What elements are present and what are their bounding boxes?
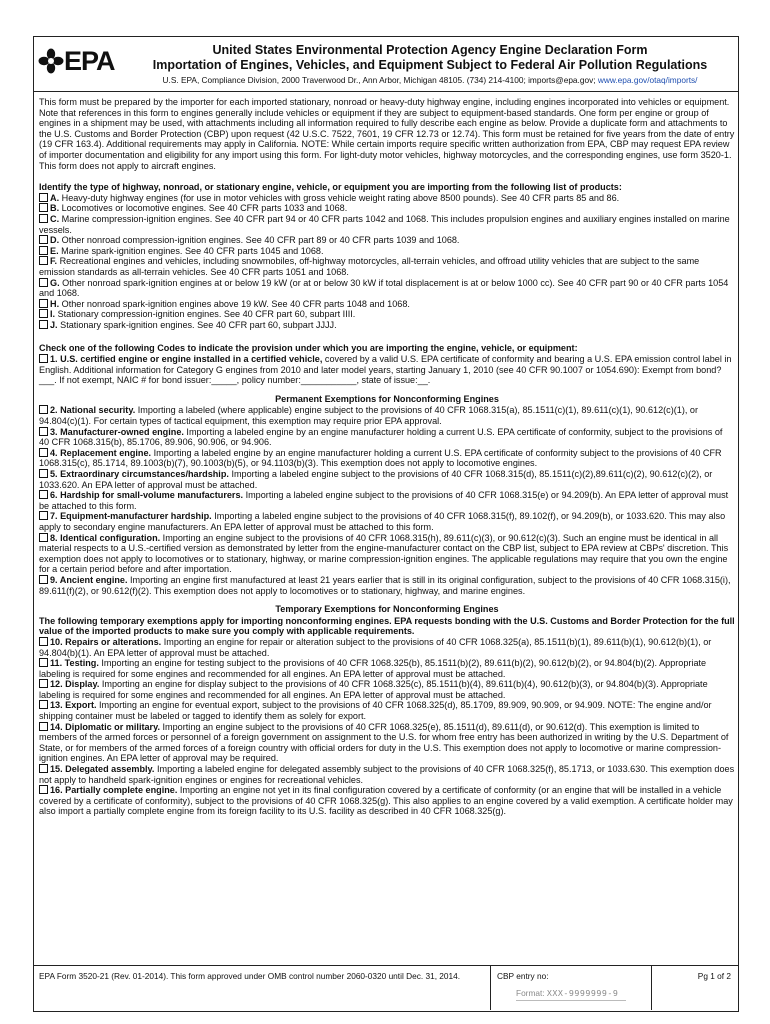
code-1-checkbox[interactable]	[39, 354, 48, 363]
form-body	[39, 97, 735, 817]
temporary-exemption-item	[39, 637, 735, 658]
temporary-exemption-label: 10. Repairs or alterations.	[50, 636, 162, 647]
product-checkbox[interactable]	[39, 193, 48, 202]
permanent-exemption-text: Importing a labeled engine subject to the provisions of 40 CFR 1068.315(e) or 94.209(b). An EPA letter of approval must be attached to this form.	[39, 490, 729, 511]
temporary-exemption-text: Importing an engine for eventual export, subject to the provisions of 40 CFR 1068.325(d), 85.1709, 89.909, 90.909, or 94.909. NOTE: The engine and/or shipping container must be labeled or tagged to identify them as solely for export.	[39, 700, 712, 722]
product-checkbox[interactable]	[39, 246, 48, 255]
permanent-exemption-checkbox[interactable]	[39, 427, 48, 436]
temporary-exemption-item	[39, 700, 735, 721]
permanent-exemption-label: 9. Ancient engine.	[50, 574, 128, 585]
form-header	[34, 37, 738, 92]
product-item	[39, 299, 735, 310]
permanent-exemption-item	[39, 511, 735, 532]
product-checkbox[interactable]	[39, 309, 48, 318]
temporary-exemption-label: 12. Display.	[50, 679, 100, 690]
permanent-exemption-checkbox[interactable]	[39, 469, 48, 478]
permanent-exemption-checkbox[interactable]	[39, 511, 48, 520]
product-text: Other nonroad spark-ignition engines at or below 19 kW (or at or below 30 kW if total displacement is at or below 1000 cc). See 40 CFR part 90 or 40 CFR parts 1054 and 1068.	[39, 277, 729, 299]
cbp-entry-input[interactable]	[516, 988, 626, 1001]
permanent-exemption-checkbox[interactable]	[39, 533, 48, 542]
code-1-text: covered by a valid U.S. EPA certificate of conformity and bearing a U.S. EPA emission control label in English. Additional information for Category G engines from 2010 and later model years, starting January 1, 2010 (see 40 CFR 90.1007 or 1054.690): Exempt from bond?___. If not exempt, NAIC # for bond issuer:_____, policy number:___________, state of issue:__.	[39, 354, 732, 386]
temporary-exemptions-subheading: The following temporary exemptions apply for importing nonconforming engines. EPA requests bonding with the U.S. Customs and Border Protection for the full value of the imported products to make sure you comply with applicable requirements.	[39, 615, 735, 637]
product-text: Locomotives or locomotive engines. See 40 CFR parts 1033 and 1068.	[61, 203, 348, 214]
permanent-exemption-label: 8. Identical configuration.	[50, 532, 161, 543]
product-code: B.	[50, 203, 60, 214]
product-code: H.	[50, 298, 60, 309]
product-text: Heavy-duty highway engines (for use in motor vehicles with gross vehicle weight rating above 8500 pounds). See 40 CFR parts 85 and 86.	[61, 192, 620, 203]
temporary-exemptions-heading: Temporary Exemptions for Nonconforming Engines	[275, 604, 499, 615]
product-list	[39, 193, 735, 331]
product-text: Other nonroad compression-ignition engines. See 40 CFR part 89 or 40 CFR parts 1039 and 1068.	[61, 235, 460, 246]
product-item	[39, 203, 735, 214]
product-code: C.	[50, 213, 60, 224]
permanent-exemption-text: Importing a labeled engine subject to the provisions of 40 CFR 1068.315(f), 89.102(f), or 94.209(b), or 1033.620. This may also apply to secondary engine manufacturers. An EPA letter of approval must be attached to this form.	[39, 511, 726, 532]
product-text: Stationary spark-ignition engines. See 40 CFR part 60, subpart JJJJ.	[60, 319, 337, 330]
temporary-exemption-checkbox[interactable]	[39, 658, 48, 667]
permanent-exemption-label: 6. Hardship for small-volume manufacturers.	[50, 490, 244, 501]
code-1-label: 1. U.S. certified engine or engine installed in a certified vehicle,	[50, 354, 323, 365]
codes-heading: Check one of the following Codes to indicate the provision under which you are importing the engine, vehicle, or equipment:	[39, 343, 578, 354]
product-item	[39, 256, 735, 277]
temporary-exemption-checkbox[interactable]	[39, 700, 48, 709]
product-checkbox[interactable]	[39, 235, 48, 244]
product-item	[39, 278, 735, 299]
product-text: Other nonroad spark-ignition engines above 19 kW. See 40 CFR parts 1048 and 1068.	[61, 298, 410, 309]
temporary-exemption-checkbox[interactable]	[39, 679, 48, 688]
temporary-exemption-checkbox[interactable]	[39, 637, 48, 646]
temporary-exemption-label: 15. Delegated assembly.	[50, 764, 155, 775]
product-text: Marine spark-ignition engines. See 40 CFR parts 1045 and 1068.	[61, 245, 324, 256]
permanent-exemption-label: 2. National security.	[50, 405, 136, 416]
permanent-exemption-item	[39, 469, 735, 490]
product-code: G.	[50, 277, 60, 288]
permanent-exemptions-heading: Permanent Exemptions for Nonconforming Engines	[275, 393, 499, 404]
product-code: D.	[50, 235, 60, 246]
temporary-exemption-label: 16. Partially complete engine.	[50, 785, 178, 796]
product-item	[39, 320, 735, 331]
temporary-exemption-label: 11. Testing.	[50, 658, 99, 669]
cbp-entry-label: CBP entry no:	[497, 971, 549, 981]
permanent-exemption-text: Importing an engine first manufactured at least 21 years earlier that is still in its original configuration, subject to the provisions of 40 CFR 1068.315(i), 89.611(f)(2), or 90.612(f)(2). This exemption does not apply to locomotives or to stationary, highway, and marine engines.	[39, 574, 731, 596]
product-code: J.	[50, 319, 58, 330]
permanent-exemption-text: Importing a labeled engine by an engine manufacturer holding a current U.S. EPA certificate of conformity, subject to the provisions of 40 CFR 1068.315(b), 85.1706, 89.906, 90.906, or 94.906.	[39, 426, 723, 448]
permanent-exemption-item	[39, 405, 735, 426]
permanent-exemption-item	[39, 575, 735, 596]
contact-address	[124, 75, 736, 85]
temporary-exemption-text: Importing an engine not yet in its final configuration covered by a certificate of conformity (or an engine that will be installed in a vehicle covered by a certificate of conformity), subject to the provisions of 40 CFR 1068.325(g). This also applies to an engine covered by a valid exemption. A certificate holder may also import a partially complete engine from its foreign facility to its U.S. facility as described in 40 CFR 1068.325(g).	[39, 785, 733, 817]
epa-flower-icon	[38, 48, 64, 74]
product-checkbox[interactable]	[39, 320, 48, 329]
temporary-exemption-item	[39, 658, 735, 679]
epa-logo	[38, 46, 115, 76]
temporary-exemption-label: 13. Export.	[50, 700, 97, 711]
product-checkbox[interactable]	[39, 278, 48, 287]
product-code: I.	[50, 309, 56, 320]
imports-website-link[interactable]: www.epa.gov/otaq/imports/	[597, 75, 698, 85]
product-item	[39, 309, 735, 320]
permanent-exemption-text: Importing an engine subject to the provisions of 40 CFR 1068.315(h), 89.611(c)(3), or 90.612(c)(3). Such an engine must be identical in all material respects to a U.S.-certified version as demonstrated by letter from the engine-manufacturer contact on the CBP list, subject to EPA review at CBPs' discretion. This exemption does not apply to locomotives or to stationary, highway, or marine compression-ignition engines. The applicable regulations may require that you own the engine for a certain period before and after importation.	[39, 532, 729, 575]
product-text: Stationary compression-ignition engines. See 40 CFR part 60, subpart IIII.	[57, 309, 356, 320]
permanent-exemption-text: Importing a labeled (where applicable) engine subject to the provisions of 40 CFR 1068.315(a), 85.1511(c)(1), 89.611(c)(1), 90.612(c)(1), or 94.804(c)(1). For certain types of tactical equipment, this exemption may require prior EPA approval.	[39, 405, 699, 427]
temporary-exemption-item	[39, 679, 735, 700]
product-text: Marine compression-ignition engines. See 40 CFR part 94 or 40 CFR parts 1042 and 1068. This includes propulsion engines and auxiliary engines installed on marine vessels.	[39, 213, 730, 235]
cbp-format-placeholder: XXX-9999999-9	[546, 988, 619, 998]
product-code: F.	[50, 256, 58, 267]
temporary-exemptions-list	[39, 637, 735, 817]
permanent-exemption-label: 3. Manufacturer-owned engine.	[50, 426, 184, 437]
form-title	[124, 43, 736, 73]
permanent-exemption-item	[39, 448, 735, 469]
temporary-exemption-item	[39, 722, 735, 764]
product-checkbox[interactable]	[39, 203, 48, 212]
temporary-exemption-checkbox[interactable]	[39, 722, 48, 731]
cbp-format-label: Format:	[516, 988, 545, 998]
temporary-exemption-text: Importing a labeled engine for delegated assembly subject to the provisions of 40 CFR 1068.325(f), 85.1713, or 1033.630. This exemption does not apply to handheld spark-ignition engines or engines for recreational vehicles.	[39, 764, 735, 785]
temporary-exemption-text: Importing an engine for display subject to the provisions of 40 CFR 1068.325(c), 85.1511(b)(4), 89.611(b)(4), 90.612(b)(3), or 94.804(b)(3). Appropriate labeling is required for some engines and recommended for all engines. An EPA letter of approval must be attached.	[39, 679, 708, 700]
permanent-exemption-checkbox[interactable]	[39, 490, 48, 499]
product-text: Recreational engines and vehicles, including snowmobiles, off-highway motorcycles, all-terrain vehicles, and offroad utility vehicles that are subject to the same emission standards as all-terrain vehicles. See 40 CFR parts 1051 and 1068.	[39, 256, 700, 277]
address-text: U.S. EPA, Compliance Division, 2000 Traverwood Dr., Ann Arbor, Michigan 48105. (734) 214-4100; imports@epa.gov;	[162, 75, 596, 85]
title-line-1: United States Environmental Protection Agency Engine Declaration Form	[212, 43, 648, 57]
product-item	[39, 235, 735, 246]
temporary-exemption-text: Importing an engine subject to the provisions of 40 CFR 1068.325(e), 85.1511(d), 89.611(d), or 90.612(d). This exemption is limited to members of the armed forces or personnel of a foreign government on assignment to the U.S. for whom free entry has been authorized in writing by the U.S. Department of State, or for members of the armed forces of a foreign country with official orders for duty in the U.S. This exemption does not apply to locomotive or marine compression-ignition engines. An EPA letter of approval may be required.	[39, 721, 729, 764]
product-checkbox[interactable]	[39, 214, 48, 223]
product-item	[39, 193, 735, 204]
product-code: A.	[50, 192, 60, 203]
permanent-exemption-label: 7. Equipment-manufacturer hardship.	[50, 511, 212, 522]
intro-paragraph: This form must be prepared by the importer for each imported stationary, nonroad or heavy-duty highway engine, including engines incorporated into vehicles or equipment. Note that references in this form to engines generally include vehicles or equipment if they are subject to equipment-based standards. One form per engine or group of engines in a shipment may be used, with attachments including all information required to fully describe each engine as below. Provide a duplicate form and attachments to the U.S. Customs and Border Protection (CBP) upon request (42 U.S.C. 7522, 7601, 19 CFR 12.73 or 12.74). This form must be retained for five years from the date of entry (19 CFR 163.4). Additional requirements may apply in California. NOTE: While certain imports require specific written authorization from EPA, CBP may request EPA review of importer documentation and eligibility for any import using this form. For light-duty motor vehicles, highway motorcycles, and the corresponding engines, use form 3520-1. This form does not apply to aircraft engines.	[39, 97, 735, 171]
permanent-exemption-checkbox[interactable]	[39, 575, 48, 584]
page-number: Pg 1 of 2	[697, 971, 731, 981]
temporary-exemption-checkbox[interactable]	[39, 785, 48, 794]
form-version-info: EPA Form 3520-21 (Rev. 01-2014). This form approved under OMB control number 2060-0320 until Dec. 31, 2014.	[39, 971, 461, 981]
permanent-exemption-checkbox[interactable]	[39, 448, 48, 457]
products-heading: Identify the type of highway, nonroad, or stationary engine, vehicle, or equipment you are importing from the following list of products:	[39, 182, 622, 193]
temporary-exemption-text: Importing an engine for testing subject to the provisions of 40 CFR 1068.325(b), 85.1511(b)(2), 89.611(b)(2), 90.612(b)(2), or 94.804(b)(2). Appropriate labeling is required for some engines and recommended for all engines. An EPA letter of approval must be attached.	[39, 658, 707, 679]
product-checkbox[interactable]	[39, 256, 48, 265]
permanent-exemption-item	[39, 490, 735, 511]
title-line-2: Importation of Engines, Vehicles, and Equipment Subject to Federal Air Pollution Regulations	[152, 58, 708, 72]
product-checkbox[interactable]	[39, 299, 48, 308]
cbp-entry-box	[490, 966, 652, 1010]
product-item	[39, 214, 735, 235]
permanent-exemption-label: 4. Replacement engine.	[50, 447, 152, 458]
permanent-exemption-text: Importing a labeled engine by an engine manufacturer holding a current U.S. EPA certificate of conformity subject to the provisions of 40 CFR 1068.315(c), 85.1714, 89.1003(b)(7), 90.1003(b)(5), or 94.1103(b)(3). This exemption does not apply to locomotive engines.	[39, 447, 722, 469]
permanent-exemption-label: 5. Extraordinary circumstances/hardship.	[50, 469, 229, 479]
permanent-exemption-item	[39, 427, 735, 448]
permanent-exemptions-list	[39, 405, 735, 596]
engine-declaration-form	[33, 36, 739, 1012]
temporary-exemption-label: 14. Diplomatic or military.	[50, 721, 160, 732]
permanent-exemption-item	[39, 533, 735, 575]
permanent-exemption-text: Importing a labeled engine subject to the provisions of 40 CFR 1068.315(d), 85.1511(c)(2),89.611(c)(2), 90.612(c)(2), or 1033.620. An EPA letter of approval must be attached.	[39, 469, 713, 490]
form-footer	[34, 965, 738, 1012]
product-item	[39, 246, 735, 257]
temporary-exemption-checkbox[interactable]	[39, 764, 48, 773]
epa-logo-text: EPA	[64, 46, 115, 76]
code-1-item	[39, 354, 735, 386]
temporary-exemption-item	[39, 764, 735, 785]
temporary-exemption-text: Importing an engine for repair or alteration subject to the provisions of 40 CFR 1068.325(a), 85.1511(b)(1), 89.611(b)(1), 90.612(b)(1), or 94.804(b)(1). An EPA letter of approval must be attached.	[39, 636, 712, 658]
product-code: E.	[50, 245, 59, 256]
temporary-exemption-item	[39, 785, 735, 817]
permanent-exemption-checkbox[interactable]	[39, 405, 48, 414]
